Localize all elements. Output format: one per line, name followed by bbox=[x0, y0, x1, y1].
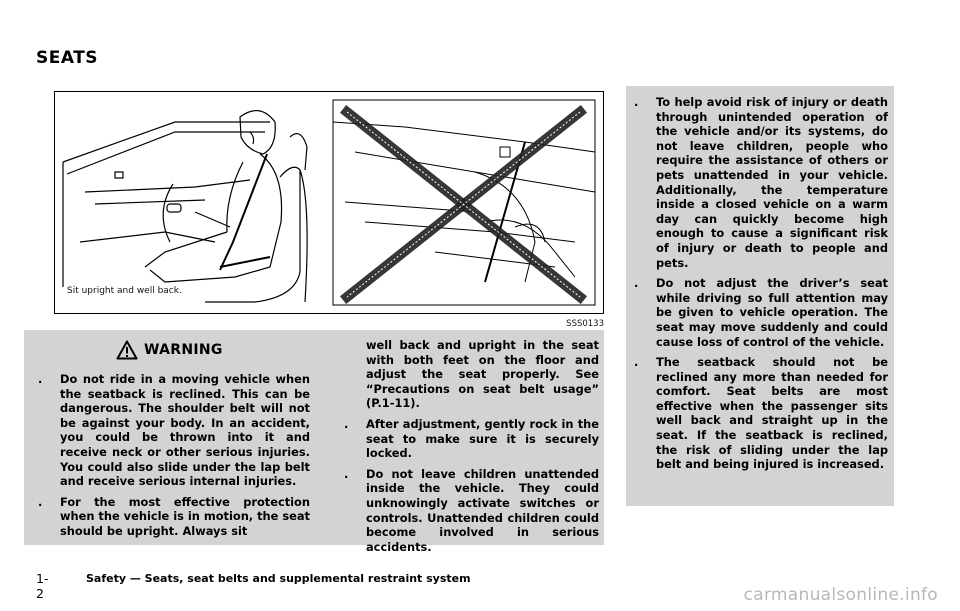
figure-code: SSS0133 bbox=[566, 319, 604, 329]
watermark: carmanualsonline.info bbox=[743, 585, 938, 605]
bullet: . bbox=[38, 494, 43, 509]
bullet: . bbox=[634, 355, 639, 370]
warning-text: Do not leave children unattended inside the vehicle. They could unknowingly activate switches or controls. Unattended children could become involved in serious accidents. bbox=[366, 466, 599, 554]
warning-text: For the most effective protection when the vehicle is in motion, the seat should be upright. Always sit bbox=[60, 494, 310, 538]
list-item-continuation bbox=[344, 338, 599, 411]
section-title: SEATS bbox=[36, 48, 99, 68]
list-item bbox=[38, 495, 310, 539]
list-item bbox=[344, 467, 599, 555]
list-item bbox=[634, 355, 888, 472]
seat-illustration bbox=[54, 91, 604, 314]
seat-illustration-drawing bbox=[55, 92, 605, 315]
footer-title: Safety — Seats, seat belts and supplemental restraint system bbox=[86, 572, 471, 585]
warning-title: WARNING bbox=[144, 342, 223, 358]
bullet: . bbox=[38, 372, 43, 386]
warning-text: Do not ride in a moving vehicle when the seatback is reclined. This can be dangerous. The shoulder belt will not be against your body. In an accident, you could be thrown into it and receive neck or other serious injuries. You could also slide under the lap belt and receive serious internal injuries. bbox=[60, 372, 310, 489]
list-item bbox=[38, 372, 310, 489]
warning-text: Do not adjust the driver’s seat while driving so full attention may be given to vehicle operation. The seat may move suddenly and could cause loss of control of the vehicle. bbox=[656, 276, 888, 349]
warning-column-1 bbox=[38, 372, 310, 545]
bullet: . bbox=[344, 416, 349, 431]
list-item bbox=[344, 417, 599, 461]
warning-triangle-icon bbox=[116, 340, 138, 360]
page-number: 1-2 bbox=[36, 571, 49, 601]
bullet: . bbox=[634, 95, 639, 109]
warning-text: well back and upright in the seat with both feet on the floor and adjust the seat properly. See “Precautions on seat belt usage” (P.1-11). bbox=[366, 338, 599, 411]
warning-text: After adjustment, gently rock in the seat to make sure it is securely locked. bbox=[366, 416, 599, 461]
list-item bbox=[634, 276, 888, 349]
warning-column-3 bbox=[634, 95, 888, 478]
warning-column-2 bbox=[344, 338, 599, 560]
warning-text: The seatback should not be reclined any more than needed for comfort. Seat belts are most effective when the passenger sits well back and straight up in the seat. If the seatback is reclined, the risk of sliding under the lap belt and being injured is increased. bbox=[656, 355, 888, 472]
bullet: . bbox=[344, 466, 349, 481]
list-item bbox=[634, 95, 888, 270]
figure-caption: Sit upright and well back. bbox=[67, 286, 182, 296]
warning-header bbox=[24, 330, 320, 366]
warning-text: To help avoid risk of injury or death through unintended operation of the vehicle and/or its systems, do not leave children, people who require the assistance of others or pets unattended in your vehicle. Additionally, the temperature inside a closed vehicle on a warm day can quickly become high enough to cause a significant risk of injury or death to people and pets. bbox=[656, 95, 888, 270]
bullet: . bbox=[634, 276, 639, 291]
